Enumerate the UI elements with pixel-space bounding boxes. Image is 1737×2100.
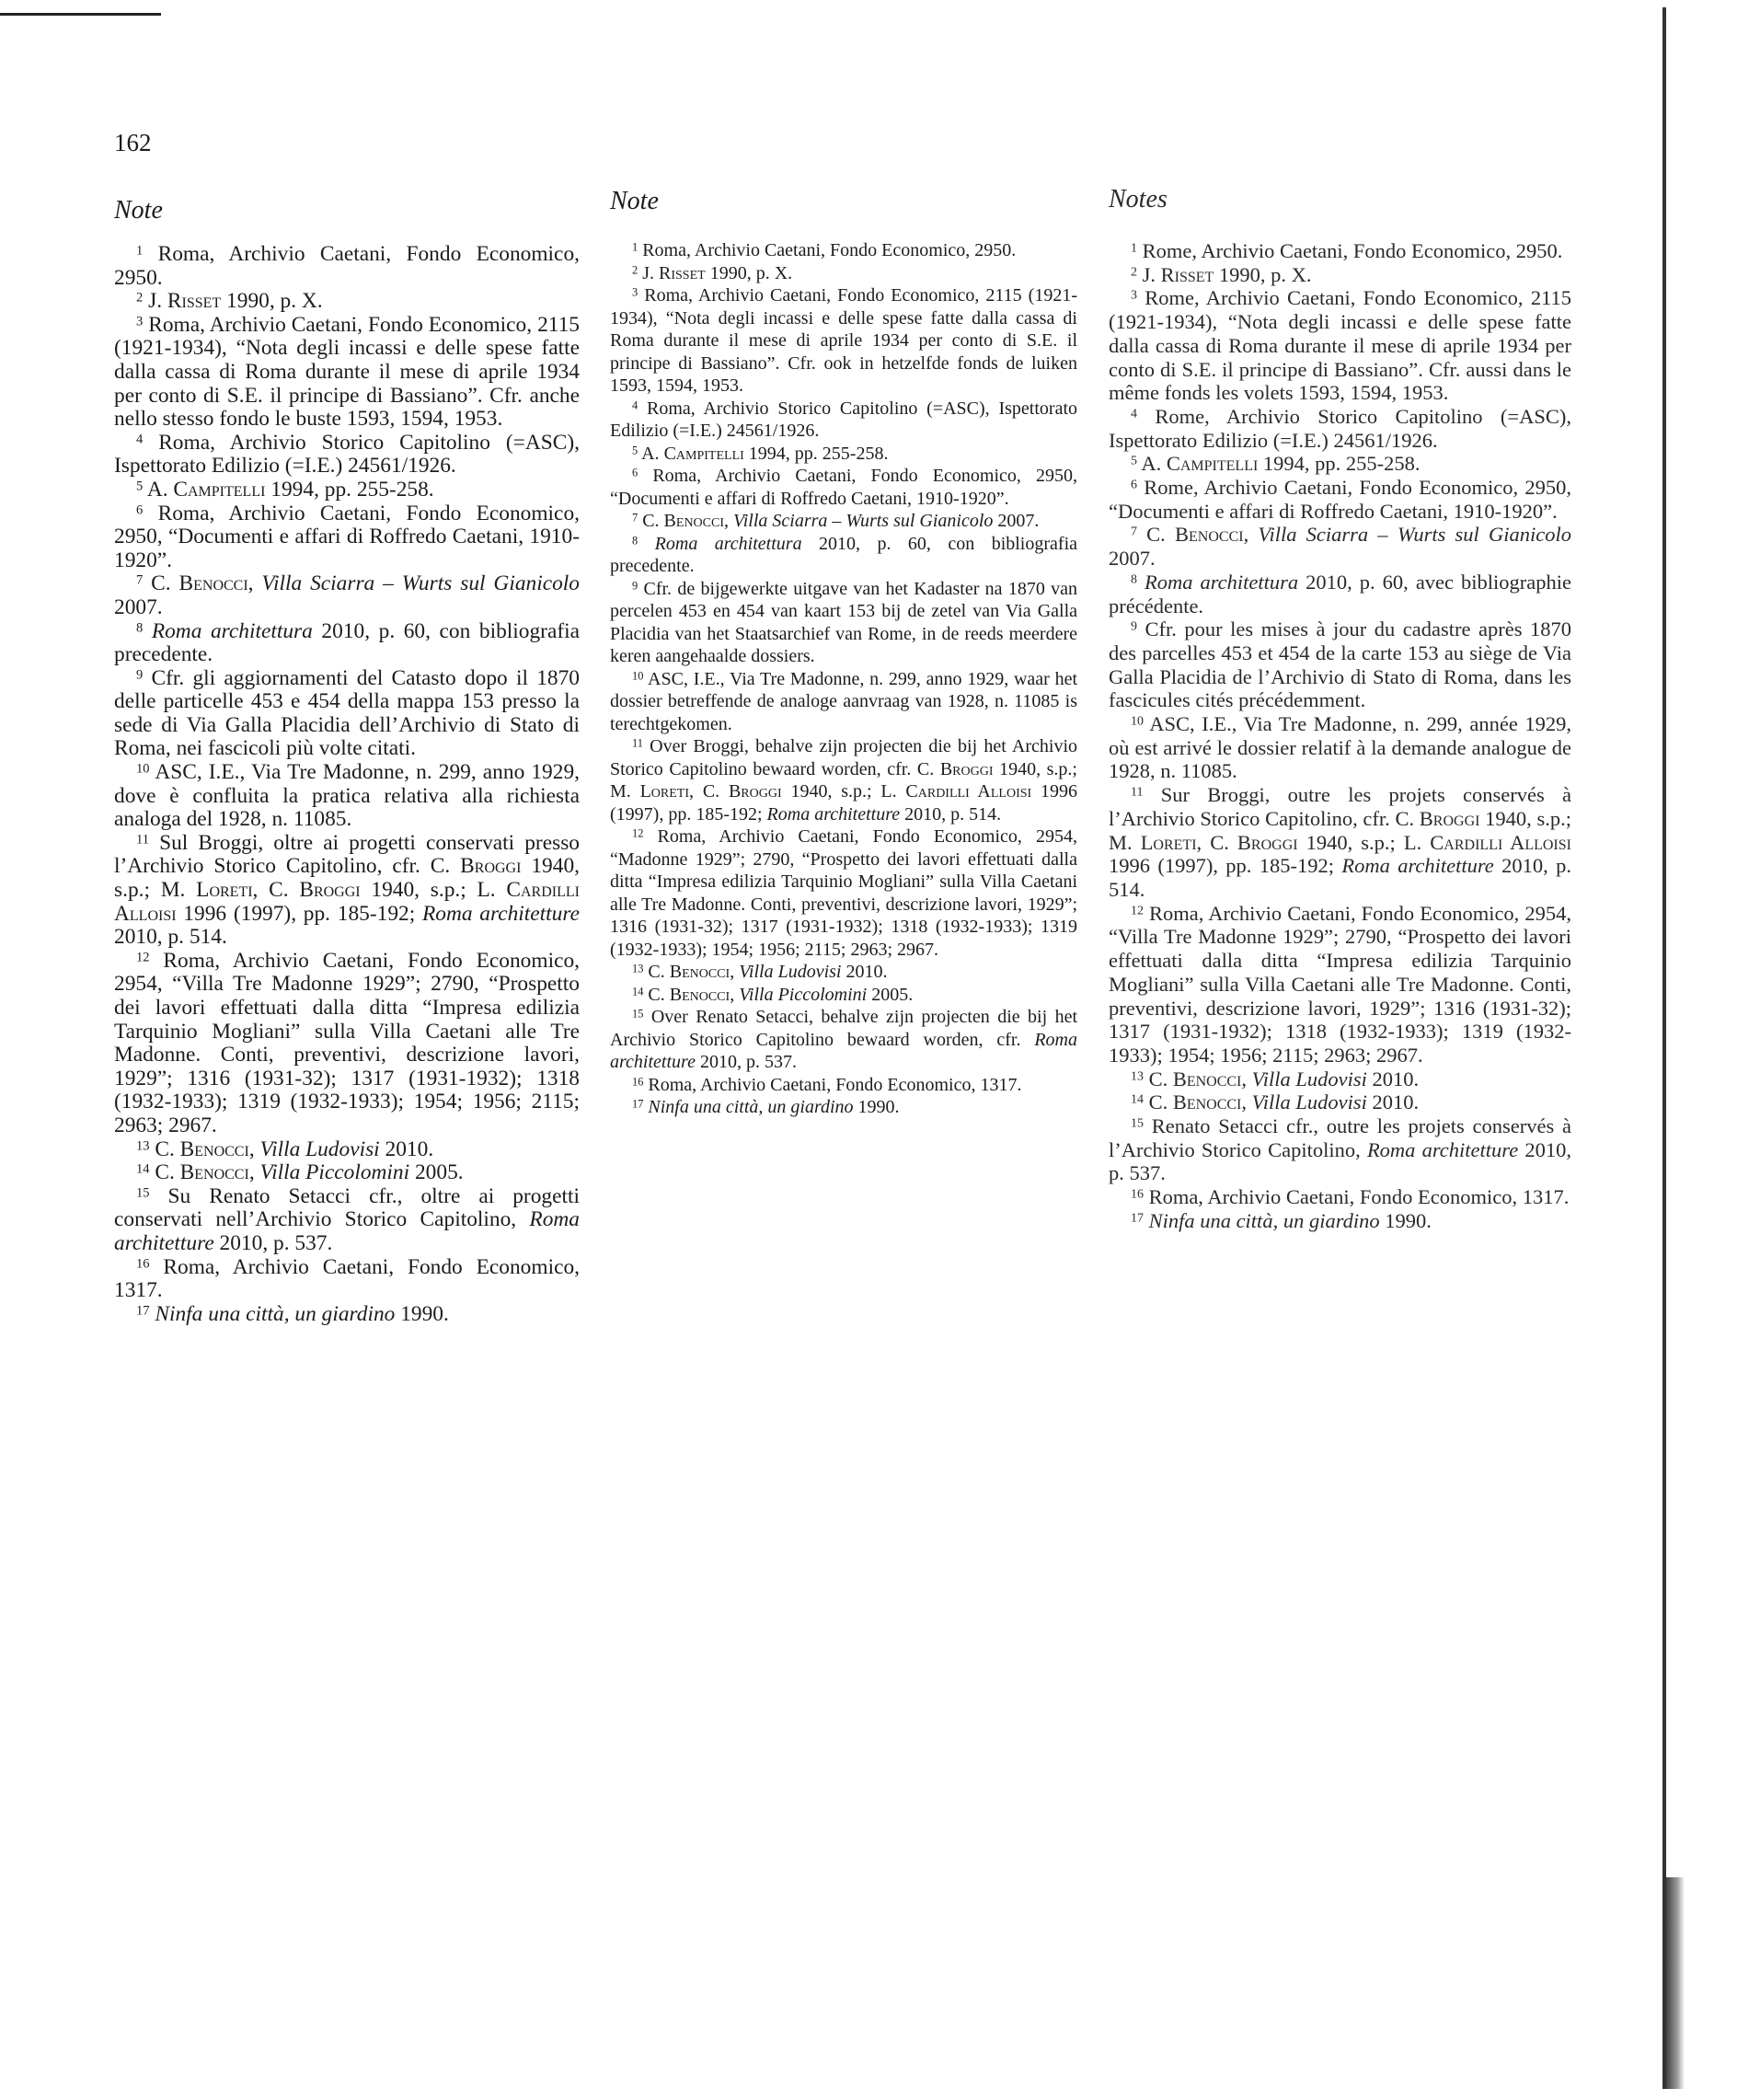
- footnote-text: J.: [1142, 262, 1161, 286]
- footnote-number: 17: [136, 1303, 150, 1319]
- footnote-text: Roma, Archivio Caetani, Fondo Economico, 1317.: [114, 1254, 580, 1303]
- footnote-text: ,: [730, 984, 740, 1005]
- footnote: [610, 284, 1077, 398]
- footnote: [610, 398, 1077, 443]
- footnote-number: 9: [1131, 619, 1137, 634]
- footnote-number: 7: [1131, 525, 1137, 540]
- footnote-text: 2010.: [1366, 1067, 1420, 1090]
- footnote-text: Roma, Archivio Caetani, Fondo Economico, 2115 (1921-1934), “Nota degli incassi e delle spese fatte dalla cassa di Roma durante il mese di aprile 1934 per conto di S.E. il principe di Bassiano”. Cfr. anche nello stesso fondo le buste 1593, 1594, 1953.: [114, 312, 580, 432]
- footnote: [1109, 712, 1571, 783]
- footnote-text: C.: [648, 962, 670, 982]
- footnote-text: 2010, p. 60, avec bibliographie précédente.: [1109, 570, 1572, 617]
- footnote-number: 10: [1131, 714, 1144, 729]
- footnote: [1109, 902, 1571, 1067]
- author-name: Loreti: [1140, 830, 1197, 854]
- footnote-text: 1994, pp. 255-258.: [265, 477, 434, 502]
- footnote: [1109, 1114, 1571, 1185]
- footnote-text: 1940, s.p.; L.: [1297, 830, 1431, 854]
- footnote-text: 1990.: [1379, 1208, 1432, 1232]
- column-heading: Note: [114, 196, 163, 225]
- footnote: [114, 832, 580, 950]
- footnote-text: A.: [641, 443, 664, 464]
- footnote: [114, 950, 580, 1138]
- footnote-text: 1990, p. X.: [221, 289, 323, 314]
- footnote-text: Roma, Archivio Caetani, Fondo Economico, 2950.: [114, 242, 580, 290]
- footnote-text: 2010.: [841, 962, 888, 982]
- notes-column-italian: [114, 184, 580, 1326]
- footnote-text: ASC, I.E., Via Tre Madonne, n. 299, anno 1929, waar het dossier betreffende de analoge aanvraag van 1928, n. 11085 is terechtgekomen.: [610, 668, 1077, 734]
- footnote-text: 1994, pp. 255-258.: [743, 443, 889, 464]
- footnote-number: 15: [632, 1007, 644, 1021]
- footnote-text: 2010, p. 514.: [114, 925, 227, 950]
- footnote-text: 1996 (1997), pp. 185-192;: [1109, 854, 1342, 878]
- footnote-number: 17: [1131, 1211, 1144, 1226]
- footnote: [114, 572, 580, 619]
- footnote: [610, 533, 1077, 578]
- notes-list: [1109, 239, 1571, 1233]
- footnote-text: , C.: [252, 878, 300, 903]
- footnote: [1109, 783, 1571, 902]
- footnote-number: 17: [632, 1097, 644, 1111]
- footnote-text: Rome, Archivio Caetani, Fondo Economico, 2950.: [1142, 239, 1563, 262]
- footnote: [114, 290, 580, 314]
- footnote-number: 1: [1131, 241, 1137, 256]
- footnote-text: 1940, s.p.; M.: [114, 854, 580, 903]
- footnote: [1109, 476, 1571, 523]
- footnote-text: ,: [1241, 1067, 1252, 1090]
- footnote-number: 8: [136, 619, 144, 635]
- footnote-number: 2: [1131, 265, 1137, 280]
- footnote: [610, 239, 1077, 262]
- footnote-text: 1940, s.p.; L.: [781, 781, 906, 802]
- footnote-text: ASC, I.E., Via Tre Madonne, n. 299, anno 1929, dove è confluita la pratica relativa alla richiesta analoga del 1928, n. 11085.: [114, 760, 580, 832]
- title-italic: Roma architetture: [114, 1207, 580, 1255]
- footnote-number: 14: [632, 984, 644, 998]
- footnote-text: Rome, Archivio Storico Capitolino (=ASC), Ispettorato Edilizio (=I.E.) 24561/1926.: [1109, 404, 1571, 452]
- header-rule: [0, 13, 161, 16]
- footnote-text: 2010, p. 537.: [1109, 1137, 1572, 1185]
- footnote: [114, 667, 580, 761]
- footnote-number: 6: [1131, 478, 1137, 492]
- title-italic: Villa Piccolomini: [259, 1160, 410, 1185]
- footnote-text: J.: [642, 262, 659, 283]
- footnote-number: 4: [632, 398, 638, 411]
- footnote-number: 9: [136, 667, 144, 683]
- footnote-text: ASC, I.E., Via Tre Madonne, n. 299, année 1929, où est arrivé le dossier relatif à la demande analogue de 1928, n. 11085.: [1109, 712, 1571, 783]
- footnote-text: 2010, p. 514.: [1109, 854, 1571, 901]
- footnote-number: 4: [1131, 407, 1137, 421]
- footnote: [114, 1138, 580, 1162]
- footnote-text: 1940, s.p.; M.: [1109, 806, 1571, 854]
- footnote-number: 11: [136, 832, 149, 848]
- footnote-text: Roma, Archivio Caetani, Fondo Economico, 2950.: [642, 240, 1017, 260]
- title-italic: Villa Ludovisi: [1251, 1067, 1367, 1090]
- footnote-number: 12: [136, 950, 150, 965]
- author-name: Broggi: [1419, 806, 1480, 830]
- author-name: Broggi: [460, 854, 522, 879]
- footnote-text: ,: [724, 511, 733, 531]
- author-name: Cardilli Alloisi: [905, 781, 1032, 802]
- footnote-number: 2: [136, 290, 144, 306]
- footnote-number: 12: [1131, 904, 1144, 918]
- footnote: [1109, 452, 1571, 476]
- footnote-number: 6: [136, 502, 144, 518]
- title-italic: Roma architetture: [610, 1029, 1077, 1072]
- footnote-number: 7: [632, 511, 638, 525]
- footnote: [1109, 1067, 1571, 1091]
- footnote-number: 1: [632, 240, 638, 254]
- footnote: [610, 961, 1077, 984]
- footnote-text: Renato Setacci cfr., outre les projets conservés à l’Archivio Storico Capitolino,: [1109, 1114, 1571, 1161]
- footnote-text: 2005.: [409, 1160, 464, 1185]
- author-name: Benocci: [179, 1137, 249, 1161]
- footnote: [1109, 523, 1571, 570]
- footnote-text: ,: [730, 962, 740, 982]
- footnote: [114, 1185, 580, 1256]
- footnote-text: 1990.: [853, 1097, 900, 1117]
- footnote-number: 10: [136, 761, 150, 777]
- footnote-number: 16: [1131, 1187, 1144, 1202]
- author-name: Loreti: [639, 781, 690, 802]
- footnote-number: 11: [1131, 785, 1144, 800]
- footnote: [114, 1303, 580, 1327]
- author-name: Benocci: [663, 511, 724, 531]
- footnote: [1109, 263, 1571, 287]
- footnote: [610, 1006, 1077, 1074]
- footnote-text: , C.: [1196, 830, 1237, 854]
- footnote: [114, 502, 580, 573]
- author-name: Broggi: [939, 758, 994, 779]
- footnote-text: C.: [648, 984, 670, 1005]
- footnote: [1109, 405, 1571, 452]
- footnote: [114, 243, 580, 290]
- footnote: [1109, 239, 1571, 263]
- footnote-text: Over Renato Setacci, behalve zijn projecten die bij het Archivio Storico Capitolino bewaard worden, cfr.: [610, 1007, 1078, 1050]
- author-name: Benocci: [1172, 1090, 1242, 1114]
- footnote: [114, 479, 580, 502]
- author-name: Risset: [1160, 262, 1214, 286]
- footnote-number: 15: [1131, 1116, 1144, 1131]
- title-italic: Roma architetture: [1366, 1137, 1519, 1161]
- footnote-text: Rome, Archivio Caetani, Fondo Economico, 2950, “Documenti e affari di Roffredo Caetani, 1910-1920”.: [1109, 476, 1572, 523]
- footnote-number: 14: [1131, 1093, 1144, 1108]
- footnote: [610, 510, 1077, 533]
- footnote-text: Cfr. pour les mises à jour du cadastre après 1870 des parcelles 453 et 454 de la carte 153 au siège de Via Galla Placidia de l’Archivio di Stato di Roma, dans les fascicules cités précédemment.: [1109, 617, 1572, 712]
- footnote-text: 1940, s.p.; M.: [610, 758, 1077, 802]
- footnote-text: Roma, Archivio Caetani, Fondo Economico, 2954, “Madonne 1929”; 2790, “Prospetto dei lavori effettuati dalla ditta “Impresa edilizia Tarquinio Mogliani” sulla Villa Caetani alle Tre Madonne. Conti, preventivi, descrizione lavori, 1929”; 1316 (1931-32); 1317 (1931-1932); 1318 (1932-1933); 1319 (1932-1933); 1954; 1956; 2115; 2963; 2967.: [610, 826, 1077, 960]
- footnote-number: 11: [632, 736, 643, 750]
- footnote-text: Roma, Archivio Caetani, Fondo Economico, 2954, “Villa Tre Madonne 1929”; 2790, “Prospetto dei lavori effettuati dalla ditta “Impresa edilizia Tarquinio Mogliani” sulla Villa Caetani alle Tre Madonne. Conti, preventivi, descrizione lavori, 1929”; 1316 (1931-32); 1317 (1931-1932); 1318 (1932-1933); 1319 (1932-1933); 1954; 1956; 2115; 2963; 2967.: [1109, 901, 1571, 1067]
- title-italic: Roma architetture: [766, 803, 901, 825]
- footnote-text: C.: [155, 1160, 180, 1185]
- footnote-text: C.: [1146, 523, 1176, 547]
- footnote-text: 2010.: [379, 1137, 434, 1161]
- footnote-text: 1996 (1997), pp. 185-192;: [176, 901, 422, 926]
- footnote-number: 9: [632, 578, 638, 592]
- author-name: Cardilli Alloisi: [114, 878, 580, 926]
- footnote-text: 1994, pp. 255-258.: [1258, 452, 1421, 476]
- footnote-text: C.: [151, 571, 179, 596]
- author-name: Benocci: [178, 571, 248, 596]
- footnote: [610, 825, 1077, 961]
- footnote-number: 7: [136, 572, 144, 588]
- footnote: [1109, 1090, 1571, 1114]
- footnote-number: 3: [632, 285, 638, 299]
- title-italic: Villa Sciarra – Wurts sul Gianicolo: [261, 571, 580, 596]
- footnote-text: C.: [1148, 1067, 1173, 1090]
- footnote-number: 5: [632, 443, 638, 456]
- footnote-number: 4: [136, 432, 144, 447]
- footnote-text: 1990.: [395, 1301, 449, 1326]
- footnote-text: 1990, p. X.: [705, 262, 793, 283]
- footnote-text: Roma, Archivio Storico Capitolino (=ASC), Ispettorato Edilizio (=I.E.) 24561/1926.: [114, 430, 580, 479]
- footnote: [610, 1096, 1077, 1119]
- footnote-text: 2007.: [114, 594, 163, 619]
- title-italic: Ninfa una città, un giardino: [155, 1301, 396, 1326]
- author-name: Campitelli: [173, 477, 266, 502]
- footnote-text: ,: [247, 571, 262, 596]
- title-italic: Roma architettura: [151, 618, 313, 643]
- author-name: Campitelli: [1166, 452, 1259, 476]
- footnote: [610, 1074, 1077, 1097]
- footnote: [1109, 617, 1571, 712]
- footnote-text: 2010.: [1366, 1090, 1420, 1114]
- footnote-text: Cfr. de bijgewerkte uitgave van het Kadaster na 1870 van percelen 453 en 454 van kaart 153 bij de zetel van Via Galla Placidia van het Staatsarchief van Rome, in de reeds meerdere keren aangehaalde dossiers.: [610, 578, 1078, 666]
- notes-column-dutch: [610, 184, 1077, 1119]
- footnote-text: 1990, p. X.: [1214, 262, 1312, 286]
- footnote-text: Sul Broggi, oltre ai progetti conservati presso l’Archivio Storico Capitolino, cfr. C.: [114, 830, 580, 879]
- author-name: Benocci: [669, 984, 730, 1005]
- footnote-text: ,: [1241, 1090, 1252, 1114]
- footnote: [610, 984, 1077, 1007]
- footnote-number: 16: [136, 1256, 150, 1272]
- footnote: [610, 668, 1077, 736]
- footnote-number: 6: [632, 466, 638, 479]
- title-italic: Villa Sciarra – Wurts sul Gianicolo: [1258, 523, 1572, 547]
- footnote-number: 2: [632, 262, 638, 276]
- footnote-text: A.: [146, 477, 174, 502]
- footnote-text: , C.: [689, 781, 729, 802]
- footnote-text: Over Broggi, behalve zijn projecten die bij het Archivio Storico Capitolino bewaard worden, cfr. C.: [610, 736, 1077, 779]
- footnote-text: 2007.: [993, 511, 1040, 531]
- footnote: [610, 578, 1077, 668]
- footnote-number: 12: [632, 826, 644, 840]
- footnote-number: 13: [136, 1138, 150, 1154]
- title-italic: Roma architettura: [1144, 570, 1299, 594]
- footnote: [1109, 1209, 1571, 1233]
- footnote-text: 2010, p. 537.: [695, 1052, 797, 1072]
- footnote: [610, 735, 1077, 825]
- author-name: Campitelli: [663, 443, 744, 464]
- notes-list: [114, 243, 580, 1326]
- notes-column-french: [1109, 184, 1571, 1233]
- footnote-text: 2010, p. 60, con bibliografia precedente.: [610, 533, 1077, 576]
- footnote-text: 2010, p. 514.: [900, 803, 1002, 825]
- footnote-text: J.: [148, 289, 167, 314]
- footnote-text: 1940, s.p.; L.: [360, 878, 507, 903]
- footnote-number: 1: [136, 243, 144, 259]
- footnote-number: 8: [1131, 572, 1137, 587]
- footnote-text: ,: [248, 1160, 260, 1185]
- footnote-number: 3: [136, 314, 144, 329]
- footnote-number: 10: [632, 668, 644, 682]
- page-number: 162: [114, 129, 152, 156]
- author-name: Risset: [167, 289, 222, 314]
- footnote-text: C.: [1148, 1090, 1173, 1114]
- footnote-number: 8: [632, 533, 638, 547]
- footnote: [114, 432, 580, 479]
- footnote: [1109, 571, 1571, 617]
- notes-list: [610, 239, 1077, 1119]
- author-name: Benocci: [179, 1160, 249, 1185]
- footnote-number: 15: [136, 1185, 150, 1201]
- author-name: Broggi: [299, 878, 361, 903]
- footnote-text: Rome, Archivio Caetani, Fondo Economico, 2115 (1921-1934), “Nota degli incassi e delle spese fatte dalla cassa di Roma durante il mese di aprile 1934 per conto di S.E. il principe di Bassiano”. Cfr. aussi dans le même fonds les volets 1593, 1594, 1953.: [1109, 286, 1572, 405]
- column-heading: Notes: [1109, 185, 1168, 213]
- footnote-text: ,: [1243, 523, 1259, 547]
- footnote: [114, 1161, 580, 1185]
- footnote-text: 1996 (1997), pp. 185-192;: [610, 781, 1078, 825]
- title-italic: Ninfa una città, un giardino: [1148, 1208, 1380, 1232]
- author-name: Risset: [659, 262, 706, 283]
- title-italic: Villa Sciarra – Wurts sul Gianicolo: [733, 511, 994, 531]
- column-heading: Note: [610, 187, 659, 215]
- footnote-text: A.: [1141, 452, 1167, 476]
- footnote: [610, 262, 1077, 285]
- footnote-number: 13: [632, 962, 644, 975]
- footnote-text: C.: [155, 1137, 180, 1161]
- title-italic: Roma architetture: [1341, 854, 1494, 878]
- footnote: [610, 443, 1077, 466]
- footnote: [114, 314, 580, 432]
- footnote-text: 2010, p. 537.: [213, 1230, 333, 1255]
- footnote-text: 2005.: [867, 984, 914, 1005]
- footnote-number: 5: [136, 479, 144, 494]
- page-edge-shadow: [1666, 1877, 1685, 2089]
- footnote-text: ,: [248, 1137, 260, 1161]
- title-italic: Villa Ludovisi: [259, 1137, 380, 1161]
- author-name: Broggi: [1237, 830, 1298, 854]
- title-italic: Villa Piccolomini: [739, 984, 868, 1005]
- footnote-text: Roma, Archivio Caetani, Fondo Economico, 2950, “Documenti e affari di Roffredo Caetani, 1910-1920”.: [114, 501, 580, 572]
- footnote-text: Su Renato Setacci cfr., oltre ai progetti conservati nell’Archivio Storico Capitolino,: [114, 1183, 580, 1232]
- footnote: [114, 761, 580, 832]
- footnote-text: C.: [642, 511, 664, 531]
- footnote-text: Sur Broggi, outre les projets conservés à l’Archivio Storico Capitolino, cfr. C.: [1109, 783, 1572, 830]
- page-edge-rule: [1662, 7, 1666, 2089]
- title-italic: Villa Ludovisi: [739, 962, 842, 982]
- title-italic: Roma architetture: [421, 901, 580, 926]
- footnote-text: Cfr. gli aggiornamenti del Catasto dopo il 1870 delle particelle 453 e 454 della mappa 153 presso la sede di Via Galla Placidia dell’Archivio di Stato di Roma, nei fascicoli più volte citati.: [114, 665, 580, 761]
- author-name: Loreti: [196, 878, 253, 903]
- footnote-text: Roma, Archivio Storico Capitolino (=ASC), Ispettorato Edilizio (=I.E.) 24561/1926.: [610, 398, 1077, 441]
- footnote-text: 2007.: [1109, 547, 1156, 571]
- footnote-number: 13: [1131, 1069, 1144, 1084]
- footnote-number: 16: [632, 1074, 644, 1088]
- author-name: Benocci: [1175, 523, 1244, 547]
- author-name: Benocci: [1172, 1067, 1242, 1090]
- footnote-text: Roma, Archivio Caetani, Fondo Economico, 2950, “Documenti e affari di Roffredo Caetani, 1910-1920”.: [610, 466, 1077, 509]
- footnote-text: Roma, Archivio Caetani, Fondo Economico, 1317.: [1148, 1185, 1570, 1209]
- footnote-text: 2010, p. 60, con bibliografia precedente.: [114, 618, 581, 667]
- footnote: [114, 620, 580, 667]
- footnote: [1109, 1185, 1571, 1209]
- author-name: Broggi: [728, 781, 782, 802]
- footnote-text: Roma, Archivio Caetani, Fondo Economico, 1317.: [648, 1074, 1022, 1095]
- footnote: [610, 465, 1077, 510]
- footnote-number: 3: [1131, 289, 1137, 304]
- footnote-number: 14: [136, 1161, 150, 1177]
- footnote: [1109, 286, 1571, 405]
- author-name: Cardilli Alloisi: [1430, 830, 1571, 854]
- author-name: Benocci: [669, 962, 730, 982]
- footnote-text: Roma, Archivio Caetani, Fondo Economico, 2115 (1921-1934), “Nota degli incassi e delle spese fatte dalla cassa di Roma durante il mese di aprile 1934 per conto di S.E. il principe di Bassiano”. Cfr. ook in hetzelfde fonds de luiken 1593, 1594, 1953.: [610, 285, 1078, 396]
- footnote-text: Roma, Archivio Caetani, Fondo Economico, 2954, “Villa Tre Madonne 1929”; 2790, “Prospetto dei lavori effettuati dalla ditta “Impresa edilizia Tarquinio Mogliani” sulla Villa Caetani alle Tre Madonne. Conti, preventivi, descrizione lavori, 1929”; 1316 (1931-32); 1317 (1931-1932); 1318 (1932-1933); 1319 (1932-1933); 1954; 1956; 2115; 2963; 2967.: [114, 948, 580, 1137]
- title-italic: Villa Ludovisi: [1251, 1090, 1367, 1114]
- title-italic: Ninfa una città, un giardino: [648, 1097, 854, 1117]
- footnote: [114, 1256, 580, 1303]
- title-italic: Roma architettura: [654, 533, 802, 554]
- footnote-number: 5: [1131, 455, 1137, 469]
